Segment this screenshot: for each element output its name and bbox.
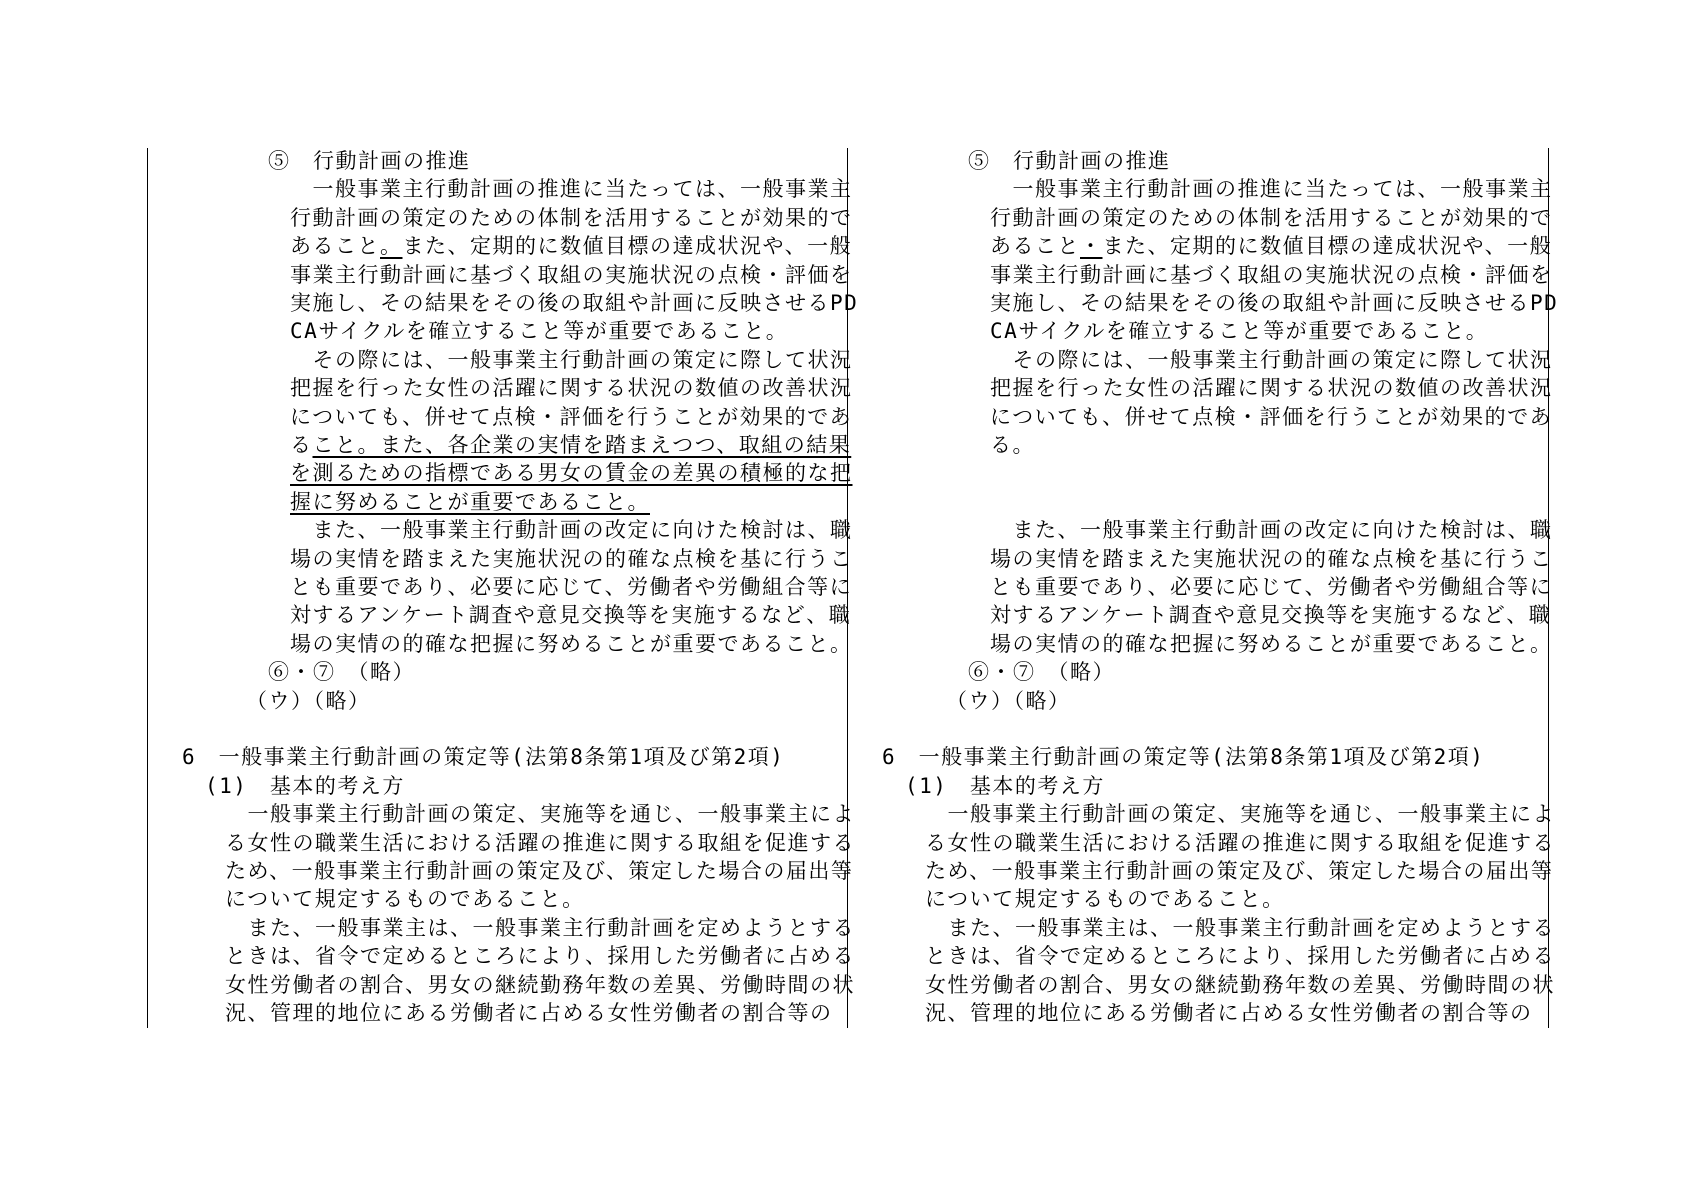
text-line: 行動計画の策定のための体制を活用することが効果的で <box>990 205 1553 230</box>
text-line: ⑤ 行動計画の推進 <box>268 149 471 173</box>
text-segment: あること <box>290 234 380 259</box>
text-line: 把握を行った女性の活躍に関する状況の数値の改善状況 <box>990 376 1553 401</box>
text-segment: あること <box>990 234 1080 259</box>
text-line: 女性労働者の割合、男女の継続勤務年数の差異、労働時間の状 <box>225 972 855 997</box>
text-line: 行動計画の策定のための体制を活用することが効果的で <box>290 205 853 230</box>
text-line: (1) 基本的考え方 <box>205 773 405 798</box>
text-line: また、一般事業主は、一般事業主行動計画を定めようとする <box>925 915 1555 940</box>
text-line: とも重要であり、必要に応じて、労働者や労働組合等に <box>990 575 1553 599</box>
text-segment: また、定期的に数値目標の達成状況や、一般 <box>402 234 853 259</box>
text-line: る。 <box>990 433 1035 457</box>
text-line: 一般事業主行動計画の策定、実施等を通じ、一般事業主によ <box>225 802 855 827</box>
text-segment: また、定期的に数値目標の達成状況や、一般 <box>1102 234 1553 259</box>
text-line: 6 一般事業主行動計画の策定等(法第8条第1項及び第2項) <box>882 745 1485 770</box>
text-line: また、一般事業主は、一般事業主行動計画を定めようとする <box>225 915 855 940</box>
text-line: ため、一般事業主行動計画の策定及び、策定した場合の届出等 <box>225 859 854 883</box>
current-text-column <box>847 147 1559 1027</box>
text-line: 況、管理的地位にある労働者に占める女性労働者の割合等の <box>925 1001 1533 1025</box>
text-line: (1) 基本的考え方 <box>905 773 1105 798</box>
text-line: （ウ）（略） <box>246 688 371 713</box>
text-line: ときは、省令で定めるところにより、採用した労働者に占める <box>925 944 1555 969</box>
underlined-revision-text: 握に努めることが重要であること。 <box>290 489 650 514</box>
text-line: 対するアンケート調査や意見交換等を実施するなど、職 <box>290 603 852 628</box>
text-line: ⑤ 行動計画の推進 <box>968 149 1171 173</box>
text-line <box>990 232 1552 260</box>
underlined-revision-text: 。 <box>380 234 403 259</box>
text-line: 一般事業主行動計画の策定、実施等を通じ、一般事業主によ <box>925 802 1555 827</box>
text-line: CAサイクルを確立すること等が重要であること。 <box>290 319 789 344</box>
text-line: について規定するものであること。 <box>925 887 1285 912</box>
text-line <box>290 459 853 487</box>
text-line: についても、併せて点検・評価を行うことが効果的であ <box>290 404 853 429</box>
text-line: ため、一般事業主行動計画の策定及び、策定した場合の届出等 <box>925 859 1554 883</box>
text-line: 把握を行った女性の活躍に関する状況の数値の改善状況 <box>290 376 853 401</box>
text-line: 場の実情の的確な把握に努めることが重要であること。 <box>290 631 853 656</box>
text-line: について規定するものであること。 <box>225 887 585 912</box>
text-line: 事業主行動計画に基づく取組の実施状況の点検・評価を <box>290 262 853 287</box>
text-line: ときは、省令で定めるところにより、採用した労働者に占める <box>225 944 855 969</box>
text-line: る女性の職業生活における活躍の推進に関する取組を促進する <box>225 830 855 855</box>
text-line: 一般事業主行動計画の推進に当たっては、一般事業主 <box>990 177 1553 202</box>
underlined-revision-text: こと。また、各企業の実情を踏まえつつ、取組の結果 <box>312 433 852 457</box>
text-line <box>290 431 851 459</box>
text-line: 事業主行動計画に基づく取組の実施状況の点検・評価を <box>990 262 1553 287</box>
text-line: 6 一般事業主行動計画の策定等(法第8条第1項及び第2項) <box>182 745 785 770</box>
text-line: また、一般事業主行動計画の改定に向けた検討は、職 <box>290 518 853 543</box>
text-segment: る <box>290 433 313 457</box>
text-line: 場の実情を踏まえた実施状況の的確な点検を基に行うこ <box>290 546 853 571</box>
text-line: 実施し、その結果をその後の取組や計画に反映させるPD <box>990 291 1559 315</box>
text-line: ⑥・⑦ （略） <box>968 660 1115 685</box>
revised-text-column <box>147 147 859 1027</box>
text-line: 実施し、その結果をその後の取組や計画に反映させるPD <box>290 291 859 315</box>
text-line: （ウ）（略） <box>946 688 1071 713</box>
text-line <box>290 232 852 260</box>
text-line: についても、併せて点検・評価を行うことが効果的であ <box>990 404 1553 429</box>
text-line: 一般事業主行動計画の推進に当たっては、一般事業主 <box>290 177 853 202</box>
text-line: とも重要であり、必要に応じて、労働者や労働組合等に <box>290 575 853 599</box>
text-line: その際には、一般事業主行動計画の策定に際して状況 <box>990 347 1553 372</box>
text-line: 対するアンケート調査や意見交換等を実施するなど、職 <box>990 603 1552 628</box>
text-line: ⑥・⑦ （略） <box>268 660 415 685</box>
text-line: 況、管理的地位にある労働者に占める女性労働者の割合等の <box>225 1001 833 1025</box>
text-line: その際には、一般事業主行動計画の策定に際して状況 <box>290 347 853 372</box>
text-line: 場の実情を踏まえた実施状況の的確な点検を基に行うこ <box>990 546 1553 571</box>
text-line: CAサイクルを確立すること等が重要であること。 <box>990 319 1489 344</box>
text-line: 場の実情の的確な把握に努めることが重要であること。 <box>990 631 1553 656</box>
text-line <box>290 488 650 516</box>
text-line: 女性労働者の割合、男女の継続勤務年数の差異、労働時間の状 <box>925 972 1555 997</box>
underlined-revision-text: ・ <box>1080 234 1103 259</box>
text-line: る女性の職業生活における活躍の推進に関する取組を促進する <box>925 830 1555 855</box>
underlined-revision-text: を測るための指標である男女の賃金の差異の積極的な把 <box>290 461 853 486</box>
text-line: また、一般事業主行動計画の改定に向けた検討は、職 <box>990 518 1553 543</box>
